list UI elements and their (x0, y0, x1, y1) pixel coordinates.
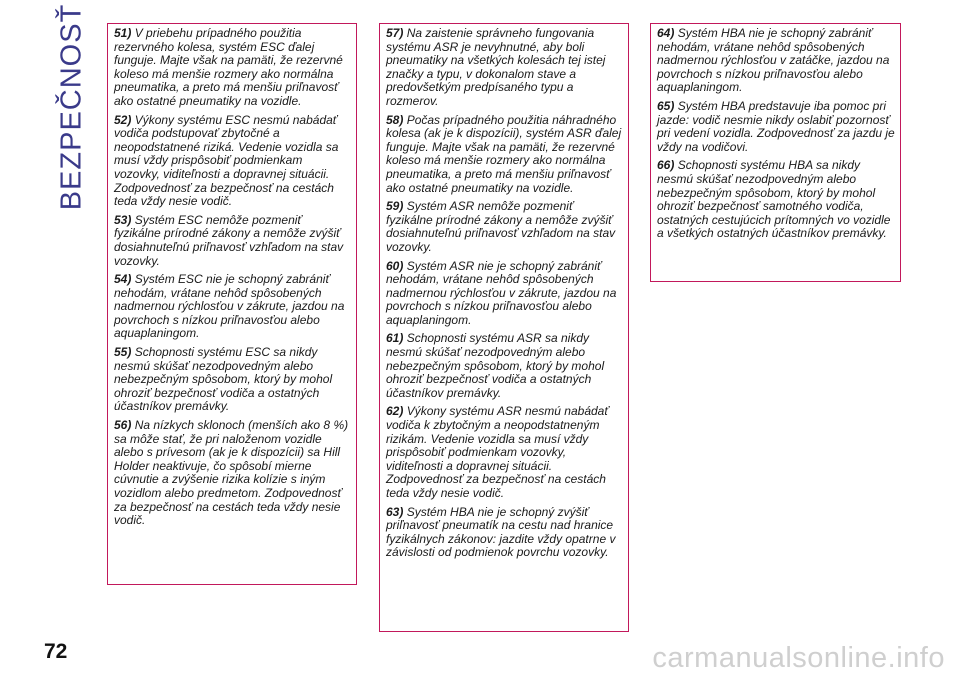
watermark: carmanualsonline.info (652, 642, 945, 674)
note-59 (386, 200, 623, 254)
note-number: 58) (386, 112, 404, 127)
note-text: Systém HBA nie je schopný zvýšiť priľnavosť pneumatík na cestu nad hranice fyzikálnych zákonov: jazdite vždy opatrne v závislosti od podmienok povrchu vozovky. (386, 504, 616, 560)
note-65 (657, 100, 895, 154)
note-number: 55) (114, 345, 132, 360)
note-number: 64) (657, 26, 675, 40)
notes-column-2 (379, 23, 629, 632)
note-61 (386, 332, 623, 400)
note-58 (386, 114, 623, 196)
note-text: Schopnosti systému ESC sa nikdy nesmú skúšať nezodpovedným alebo nebezpečným spôsobom, ktorý by mohol ohroziť bezpečnosť vodiča a ostatných účastníkov premávky. (114, 345, 333, 414)
note-text: Systém ESC nemôže pozmeniť fyzikálne prírodné zákony a nemôže zvýšiť dosiahnuteľnú priľnavosť vzhľadom na stav vozovky. (114, 212, 344, 268)
note-text: Výkony systému ESC nesmú nabádať vodiča podstupovať zbytočné a neopodstatnené riziká. Vedenie vozidla sa musí vždy prispôsobiť podmienkam vozovky, viditeľnosti a dopravnej situácii. Zodpovednosť za bezpečnosť na cestách teda vždy nesie vodič. (114, 112, 339, 209)
note-number: 54) (114, 272, 132, 287)
note-number: 63) (386, 504, 404, 519)
note-text: Systém ESC nie je schopný zabrániť nehodám, vrátane nehôd spôsobených nadmernou rýchlosťou v zákrute, jazdou na povrchoch s nízkou priľnavosťou alebo aquaplaningom. (114, 272, 345, 341)
section-title-text: BEZPEČNOSŤ (55, 3, 88, 211)
note-62 (386, 405, 623, 500)
note-number: 59) (386, 199, 404, 214)
note-66 (657, 159, 895, 241)
note-number: 60) (386, 258, 404, 273)
note-text: Systém HBA predstavuje iba pomoc pri jazde: vodič nesmie nikdy oslabiť pozornosť pri vedení vozidla. Zodpovednosť za jazdu je vždy na vodičovi. (657, 98, 895, 154)
notes-column-1 (107, 23, 357, 585)
note-number: 62) (386, 404, 404, 419)
note-text: Počas prípadného použitia náhradného kolesa (ak je k dispozícii), systém ASR ďalej funguje. Majte však na pamäti, že rezervné koleso má menšie rozmery ako normálna pneumatika, a preto má menšiu priľnavosť ako ostatné pneumatiky na vozidle. (386, 112, 622, 195)
note-57 (386, 27, 623, 109)
note-53 (114, 214, 351, 268)
section-title (52, 3, 92, 211)
note-51 (114, 27, 351, 109)
note-text: Systém ASR nie je schopný zabrániť nehodám, vrátane nehôd spôsobených nadmernou rýchlosťou v zákrute, jazdou na povrchoch s nízkou priľnavosťou alebo aquaplaningom. (386, 258, 617, 327)
note-text: Systém ASR nemôže pozmeniť fyzikálne prírodné zákony a nemôže zvýšiť dosiahnuteľnú priľnavosť vzhľadom na stav vozovky. (386, 199, 616, 254)
note-text: V priebehu prípadného použitia rezervného kolesa, systém ESC ďalej funguje. Majte však na pamäti, že rezervné koleso má menšie rozmery ako normálna pneumatika, a preto má menšiu priľnavosť ako ostatné pneumatiky na vozidle. (114, 26, 343, 108)
note-55 (114, 346, 351, 414)
note-number: 66) (657, 158, 675, 173)
note-52 (114, 114, 351, 209)
page-number: 72 (44, 640, 68, 663)
note-number: 53) (114, 212, 132, 227)
note-number: 56) (114, 418, 132, 433)
note-56 (114, 419, 351, 528)
notes-column-3 (650, 23, 901, 282)
note-text: Systém HBA nie je schopný zabrániť nehodám, vrátane nehôd spôsobených nadmernou rýchlosťou v zatáčke, jazdou na povrchoch s nízkou priľnavosťou alebo aquaplaningom. (657, 26, 890, 95)
note-text: Výkony systému ASR nesmú nabádať vodiča k zbytočným a neopodstatneným rizikám. Vedenie vozidla sa musí vždy prispôsobiť podmienkam vozovky, viditeľnosti a dopravnej situácii. Zodpovednosť za bezpečnosť na cestách teda vždy nesie vodič. (386, 404, 609, 500)
note-number: 51) (114, 26, 132, 40)
note-number: 52) (114, 112, 132, 127)
note-text: Na nízkych sklonoch (menších ako 8 %) sa môže stať, že pri naloženom vozidle alebo s prívesom (ak je k dispozícii) sa Hill Holder neaktivuje, čo spôsobí mierne cúvnutie a zvýšenie rizika kolízie s iným vozidlom alebo predmetom. Zodpovednosť za bezpečnosť na cestách teda vždy nesie vodič. (114, 418, 349, 528)
note-number: 61) (386, 331, 404, 346)
note-text: Schopnosti systému ASR sa nikdy nesmú skúšať nezodpovedným alebo nebezpečným spôsobom, ktorý by mohol ohroziť bezpečnosť vodiča a ostatných účastníkov premávky. (386, 331, 605, 400)
note-54 (114, 273, 351, 341)
note-text: Na zaistenie správneho fungovania systému ASR je nevyhnutné, aby boli pneumatiky na všetkých kolesách tej istej značky a typu, v dokonalom stave a predovšetkým predpísaného typu a rozmerov. (386, 26, 606, 108)
note-64 (657, 27, 895, 95)
note-number: 65) (657, 98, 675, 113)
note-text: Schopnosti systému HBA sa nikdy nesmú skúšať nezodpovedným alebo nebezpečným spôsobom, ktorý by mohol ohroziť bezpečnosť samotného vodiča, ostatných cestujúcich prítomných vo vozidle a všetkých ostatných účastníkov premávky. (657, 158, 891, 241)
note-60 (386, 260, 623, 328)
note-number: 57) (386, 26, 404, 40)
note-63 (386, 506, 623, 560)
